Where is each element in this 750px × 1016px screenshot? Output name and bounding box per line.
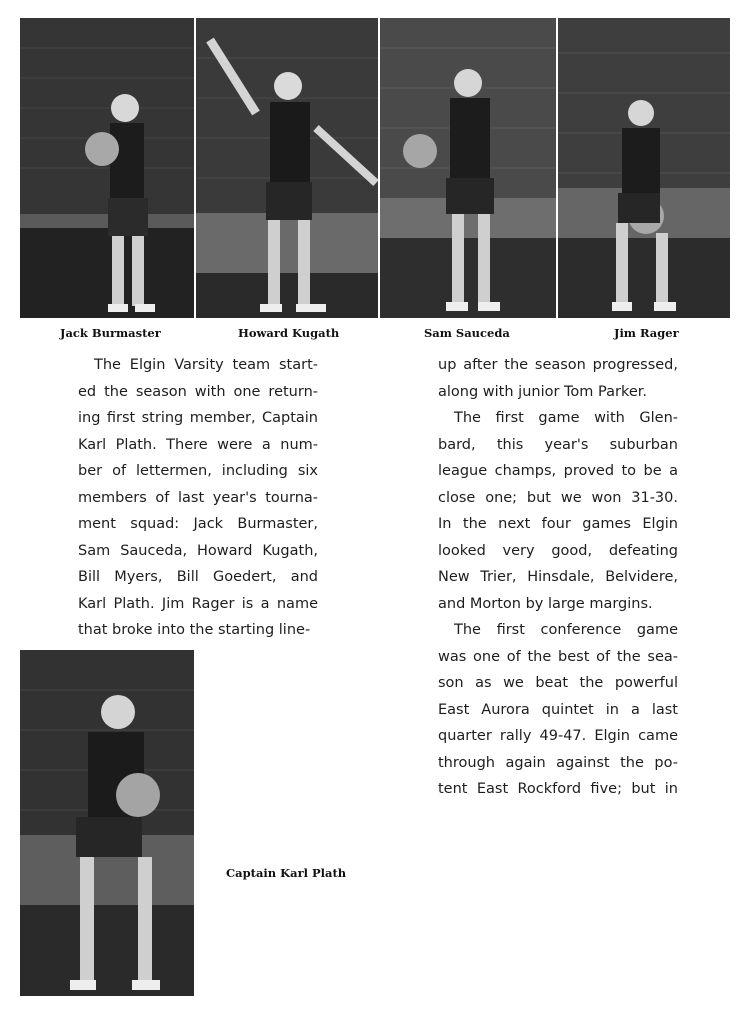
text-line: son as we beat the powerful	[438, 675, 678, 691]
text-line: along with junior Tom Parker.	[438, 383, 648, 400]
text-line: was one of the best of the sea-	[438, 648, 678, 665]
photo-sam-sauceda	[380, 18, 556, 318]
right-text-column	[438, 352, 678, 803]
photo-howard-kugath	[196, 18, 378, 318]
text-line: league champs, proved to be a	[438, 463, 678, 479]
caption-howard-kugath: Howard Kugath	[238, 326, 340, 340]
left-text-column	[78, 352, 318, 644]
photo-jack-burmaster	[20, 18, 194, 318]
text-line: ing first string member, Captain	[78, 410, 318, 426]
text-line: The first game with Glen-	[454, 410, 678, 426]
text-line: and Morton by large margins.	[438, 595, 653, 612]
text-line: Sam Sauceda, Howard Kugath,	[78, 542, 318, 559]
text-line: New Trier, Hinsdale, Belvidere,	[438, 569, 678, 585]
text-line: close one; but we won 31-30.	[438, 489, 678, 506]
text-line: up after the season progressed,	[438, 357, 678, 373]
text-line: Karl Plath. There were a num-	[78, 436, 318, 453]
text-line: Bill Myers, Bill Goedert, and	[78, 569, 318, 585]
text-line: The Elgin Varsity team start-	[94, 357, 318, 373]
text-line: quarter rally 49-47. Elgin came	[438, 728, 678, 744]
text-line: In the next four games Elgin	[438, 516, 678, 532]
text-line: bard, this year's suburban	[438, 436, 678, 453]
text-line: ment squad: Jack Burmaster,	[78, 516, 318, 532]
text-line: members of last year's tourna-	[78, 489, 318, 506]
caption-jack-burmaster: Jack Burmaster	[60, 326, 161, 340]
text-line: East Aurora quintet in a last	[438, 701, 678, 718]
text-line: ed the season with one return-	[78, 383, 318, 400]
photo-jim-rager	[558, 18, 730, 318]
caption-captain-karl-plath: Captain Karl Plath	[226, 866, 347, 880]
caption-jim-rager: Jim Rager	[614, 326, 679, 340]
text-line: Karl Plath. Jim Rager is a name	[78, 595, 318, 612]
text-line: through again against the po-	[438, 754, 678, 771]
text-line: tent East Rockford five; but in	[438, 781, 678, 797]
photo-captain-karl-plath	[20, 650, 194, 996]
text-line: ber of lettermen, including six	[78, 463, 318, 479]
text-line: that broke into the starting line-	[78, 622, 311, 638]
caption-sam-sauceda: Sam Sauceda	[424, 326, 510, 340]
text-line: looked very good, defeating	[438, 542, 678, 559]
text-line: The first conference game	[454, 622, 678, 638]
